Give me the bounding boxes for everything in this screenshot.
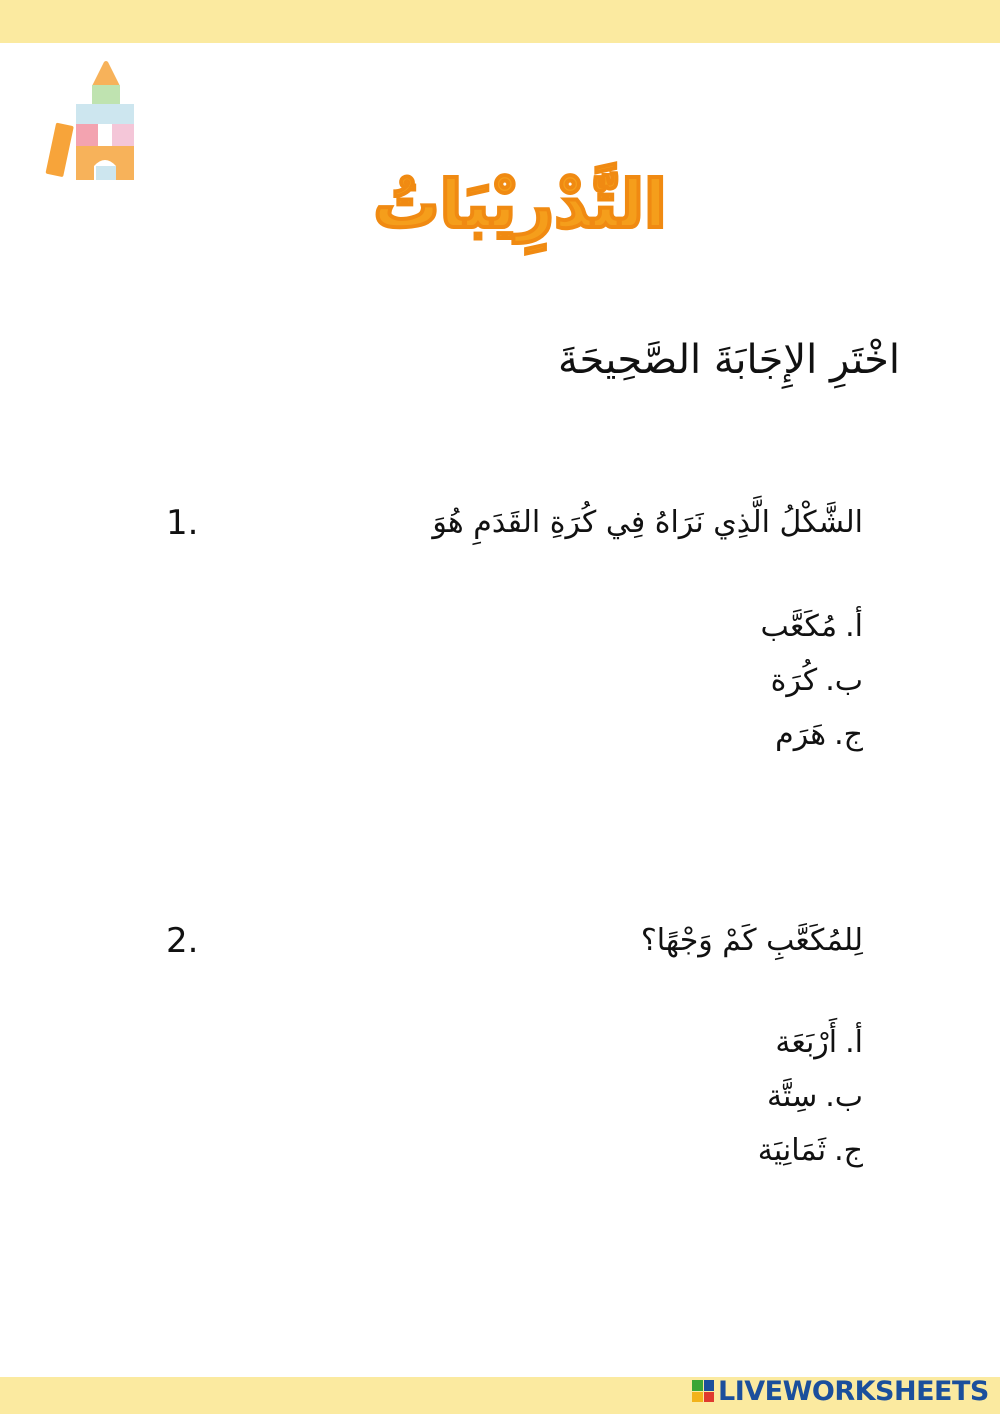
option-mark: أ. (845, 1025, 863, 1060)
liveworksheets-brand[interactable] (692, 1374, 989, 1408)
question-1-number: 1. (166, 503, 199, 543)
question-2-options (563, 1016, 863, 1178)
question-1-option-a[interactable] (563, 600, 863, 654)
question-1-text: الشَّكْلُ الَّذِي نَرَاهُ فِي كُرَةِ القَدَمِ هُوَ (432, 505, 863, 540)
option-mark: ج. (834, 717, 863, 752)
option-label: أَرْبَعَة (775, 1025, 838, 1060)
top-band (0, 0, 1000, 43)
question-2-number: 2. (166, 921, 199, 961)
liveworksheets-logo-icon (692, 1380, 714, 1402)
option-mark: أ. (845, 609, 863, 644)
question-2-option-c[interactable] (563, 1124, 863, 1178)
option-mark: ب. (825, 1079, 863, 1114)
option-label: سِتَّة (766, 1079, 818, 1114)
option-label: ثَمَانِيَة (757, 1133, 827, 1168)
toy-blocks-icon (40, 58, 140, 183)
option-label: هَرَم (775, 717, 827, 752)
instruction-text: اخْتَرِ الإِجَابَةَ الصَّحِيحَةَ (558, 337, 900, 383)
question-2-text: لِلمُكَعَّبِ كَمْ وَجْهًا؟ (640, 923, 863, 958)
option-label: كُرَة (770, 663, 818, 698)
question-1-option-c[interactable] (563, 708, 863, 762)
question-2-option-a[interactable] (563, 1016, 863, 1070)
question-1-option-b[interactable] (563, 654, 863, 708)
option-mark: ج. (834, 1133, 863, 1168)
question-2-option-b[interactable] (563, 1070, 863, 1124)
question-1-options (563, 600, 863, 762)
page-title: التَّدْرِيْبَاتُ (373, 166, 667, 243)
option-label: مُكَعَّب (760, 609, 838, 644)
brand-text: LIVEWORKSHEETS (718, 1375, 989, 1407)
option-mark: ب. (825, 663, 863, 698)
